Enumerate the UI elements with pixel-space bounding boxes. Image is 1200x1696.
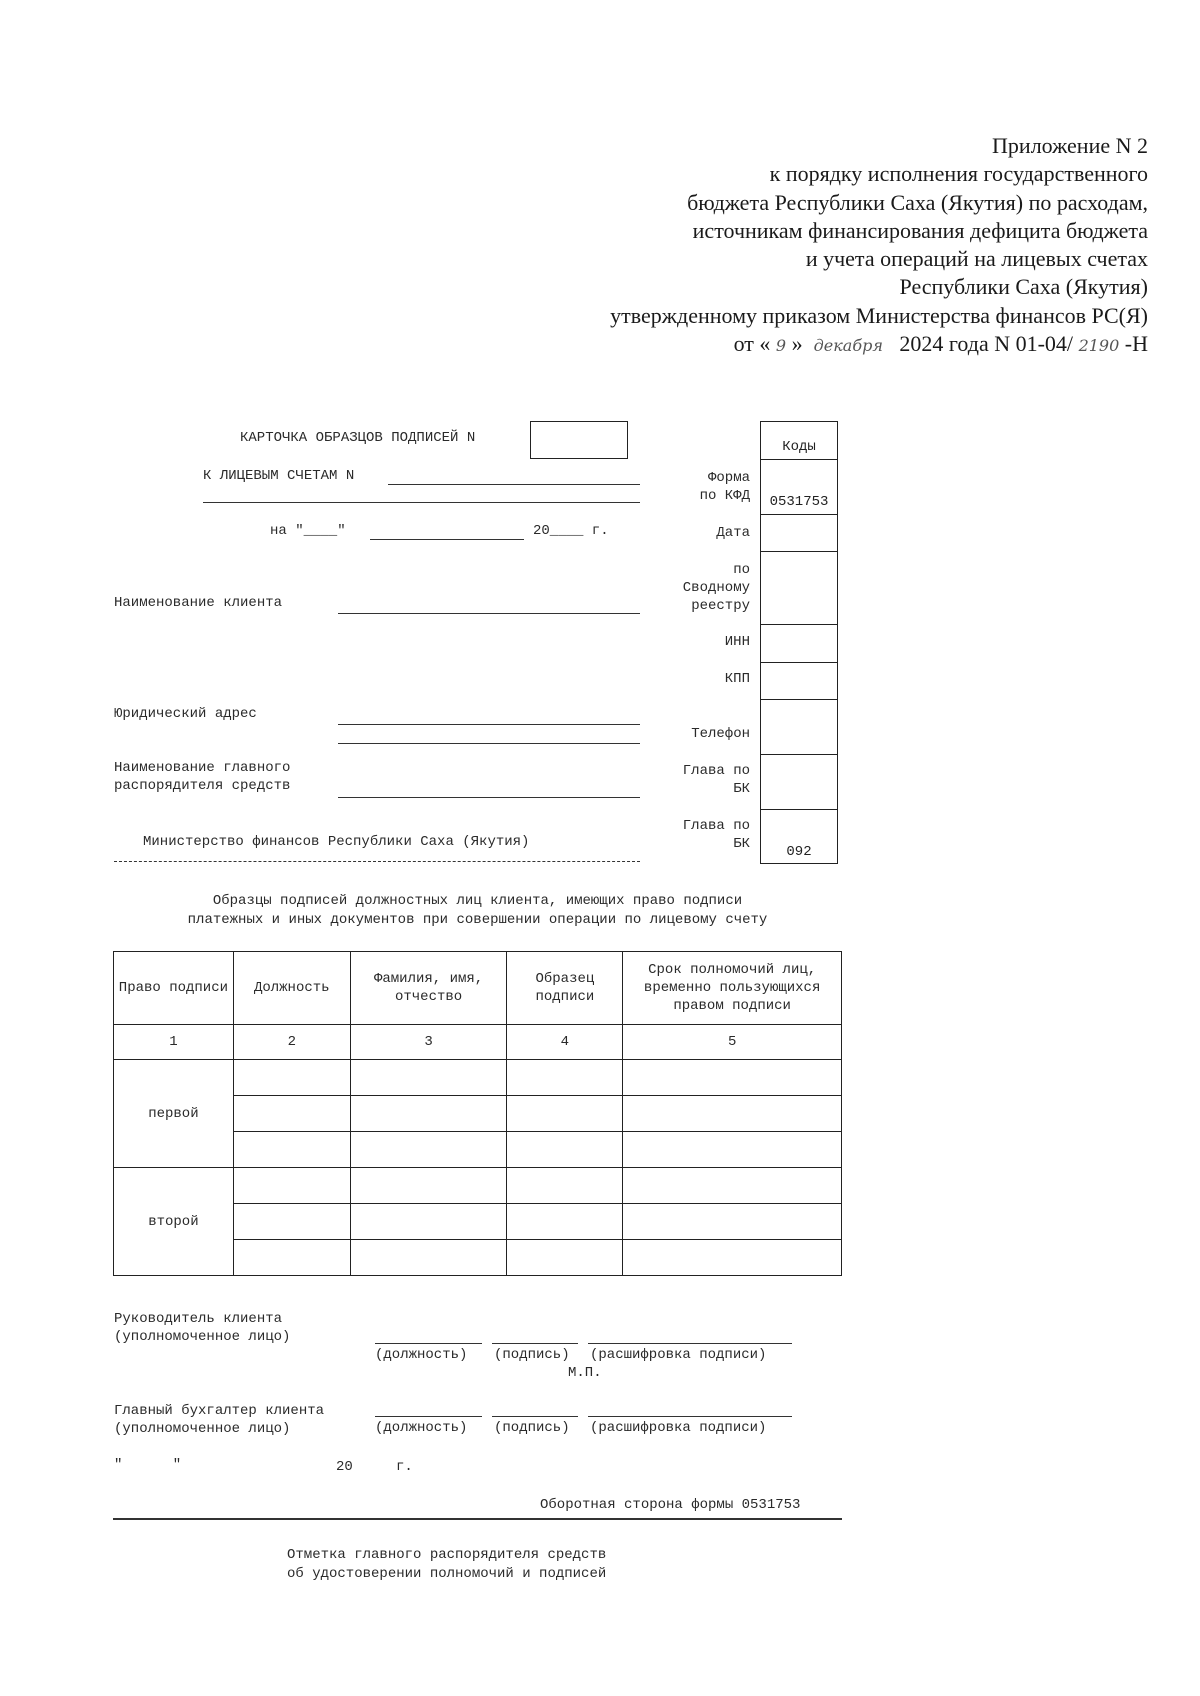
table-cell[interactable] <box>233 1060 350 1096</box>
sign-date-g: г. <box>396 1459 413 1475</box>
accountant-label <box>114 1402 324 1438</box>
samples-intro-line: Образцы подписей должностных лиц клиента, имеющих право подписи <box>212 893 743 909</box>
col-number: 4 <box>507 1025 623 1060</box>
header-line: бюджета Республики Саха (Якутия) по расходам, <box>687 189 1148 215</box>
table-cell[interactable] <box>233 1240 350 1276</box>
table-number-row <box>114 1025 842 1060</box>
col-header: Право подписи <box>114 952 234 1025</box>
ministry-name: Министерство финансов Республики Саха (Якутия) <box>143 834 530 850</box>
table-cell[interactable] <box>350 1240 507 1276</box>
reverse-title: Оборотная сторона формы 0531753 <box>540 1497 801 1513</box>
reverse-divider <box>113 1518 842 1520</box>
legal-address-line-1[interactable] <box>338 724 640 725</box>
chapter2-label-line: Глава по <box>682 818 750 834</box>
stamp-label: М.П. <box>568 1365 602 1381</box>
col-number: 2 <box>233 1025 350 1060</box>
accountant-signature-line[interactable] <box>492 1416 578 1417</box>
header-line: Республики Саха (Якутия) <box>899 274 1148 300</box>
head-label-line: (уполномоченное лицо) <box>114 1329 291 1345</box>
head-signature-line[interactable] <box>492 1343 578 1344</box>
registry-label-line: реестру <box>691 598 750 614</box>
reverse-mark-line: Отметка главного распорядителя средств <box>287 1547 607 1563</box>
order-month-handwritten: декабря <box>813 336 883 356</box>
col-header: Должность <box>233 952 350 1025</box>
chapter2-label-line: БК <box>733 836 750 852</box>
table-cell[interactable] <box>350 1060 507 1096</box>
table-cell[interactable] <box>350 1096 507 1132</box>
legal-address-line-2[interactable] <box>338 743 640 744</box>
table-cell[interactable] <box>233 1168 350 1204</box>
codes-column <box>760 421 838 864</box>
appendix-header <box>610 132 1148 360</box>
table-cell[interactable] <box>350 1204 507 1240</box>
table-cell[interactable] <box>233 1096 350 1132</box>
registry-label-line: по <box>733 562 750 578</box>
card-title: КАРТОЧКА ОБРАЗЦОВ ПОДПИСЕЙ N <box>240 430 476 446</box>
col-header: Образец подписи <box>507 952 623 1025</box>
head-signature-caption: (подпись) <box>494 1347 570 1363</box>
code-chapter1-cell[interactable] <box>761 755 837 810</box>
order-suffix: -Н <box>1124 331 1148 357</box>
kpp-label: КПП <box>724 671 750 687</box>
table-row <box>114 1168 842 1204</box>
accounts-label: К ЛИЦЕВЫМ СЧЕТАМ N <box>203 468 355 484</box>
accounts-number-line[interactable] <box>388 484 640 485</box>
chapter1-label-line: БК <box>733 781 750 797</box>
table-cell[interactable] <box>507 1132 623 1168</box>
sign-date-quotes: " " <box>114 1457 182 1473</box>
col-number: 3 <box>350 1025 507 1060</box>
accountant-decoding-caption: (расшифровка подписи) <box>590 1420 767 1436</box>
table-cell[interactable] <box>507 1096 623 1132</box>
reverse-mark <box>287 1546 606 1584</box>
reverse-mark-line: об удостоверении полномочий и подписей <box>287 1566 607 1582</box>
date-code-label: Дата <box>716 525 750 541</box>
head-position-caption: (должность) <box>375 1347 468 1363</box>
phone-label: Телефон <box>691 726 750 742</box>
col-header: Срок полномочий лиц, временно пользующихся правом подписи <box>623 952 842 1025</box>
header-line: источникам финансирования дефицита бюджета <box>692 217 1148 243</box>
table-cell[interactable] <box>507 1060 623 1096</box>
header-line: к порядку исполнения государственного <box>769 161 1148 187</box>
accountant-label-line: Главный бухгалтер клиента <box>114 1403 325 1419</box>
order-line <box>610 330 1148 360</box>
header-line: Приложение N 2 <box>992 133 1148 158</box>
table-cell[interactable] <box>233 1204 350 1240</box>
code-registry-cell[interactable] <box>761 552 837 625</box>
col-number: 5 <box>623 1025 842 1060</box>
order-number-handwritten: 2190 <box>1078 336 1120 356</box>
table-header-row <box>114 952 842 1025</box>
date-na-label: на "____" <box>270 523 346 539</box>
code-inn-cell[interactable] <box>761 625 837 663</box>
table-cell[interactable] <box>350 1132 507 1168</box>
client-name-line[interactable] <box>338 613 640 614</box>
chapter1-label-line: Глава по <box>682 763 750 779</box>
table-cell[interactable] <box>507 1168 623 1204</box>
forma-label-line: Форма <box>707 470 750 486</box>
header-line: и учета операций на лицевых счетах <box>805 246 1148 272</box>
order-year: 2024 года N 01-04/ <box>899 331 1074 357</box>
header-line: утвержденному приказом Министерства финансов РС(Я) <box>610 302 1148 328</box>
head-position-line[interactable] <box>375 1343 482 1344</box>
table-cell[interactable] <box>623 1204 842 1240</box>
registry-label <box>683 561 750 615</box>
col-number: 1 <box>114 1025 234 1060</box>
date-year-label: 20____ г. <box>533 523 609 539</box>
head-label-line: Руководитель клиента <box>114 1311 283 1327</box>
table-cell[interactable] <box>623 1240 842 1276</box>
code-kpp-cell[interactable] <box>761 663 837 700</box>
date-month-line[interactable] <box>370 539 524 540</box>
table-row <box>114 1060 842 1096</box>
table-cell[interactable] <box>623 1060 842 1096</box>
table-cell[interactable] <box>507 1240 623 1276</box>
table-cell[interactable] <box>623 1096 842 1132</box>
table-cell[interactable] <box>350 1168 507 1204</box>
order-day-handwritten: 9 <box>775 336 787 356</box>
order-prefix: от « <box>733 331 771 357</box>
head-decoding-caption: (расшифровка подписи) <box>590 1347 767 1363</box>
client-name-label: Наименование клиента <box>114 595 283 611</box>
code-date-cell[interactable] <box>761 515 837 552</box>
accountant-label-line: (уполномоченное лицо) <box>114 1421 291 1437</box>
inn-label: ИНН <box>724 634 750 650</box>
table-cell[interactable] <box>623 1168 842 1204</box>
main-manager-label-1: Наименование главного <box>114 760 291 776</box>
group-second: второй <box>114 1168 234 1276</box>
head-decoding-line[interactable] <box>588 1343 792 1344</box>
order-mid: » <box>791 331 803 357</box>
main-manager-line[interactable] <box>338 797 640 798</box>
samples-intro-line: платежных и иных документов при совершении операции по лицевому счету <box>187 912 768 928</box>
accountant-position-line[interactable] <box>375 1416 482 1417</box>
table-cell[interactable] <box>623 1132 842 1168</box>
chapter2-label <box>683 817 750 853</box>
table-cell[interactable] <box>233 1132 350 1168</box>
head-label <box>114 1310 290 1346</box>
forma-label <box>700 469 750 505</box>
accountant-position-caption: (должность) <box>375 1420 468 1436</box>
signatures-table <box>113 951 842 1276</box>
code-forma-value: 0531753 <box>761 460 837 515</box>
sign-date-year: 20 <box>336 1459 353 1475</box>
codes-header: Коды <box>761 422 837 460</box>
table-cell[interactable] <box>507 1204 623 1240</box>
col-header: Фамилия, имя, отчество <box>350 952 507 1025</box>
card-number-box[interactable] <box>530 421 628 459</box>
legal-address-label: Юридический адрес <box>114 706 257 722</box>
code-chapter2-value: 092 <box>786 844 812 860</box>
registry-label-line: Сводному <box>682 580 750 596</box>
forma-label-line: по КФД <box>699 488 750 504</box>
ministry-underline <box>114 861 640 862</box>
chapter1-label <box>683 762 750 798</box>
group-first: первой <box>114 1060 234 1168</box>
accountant-signature-caption: (подпись) <box>494 1420 570 1436</box>
samples-intro <box>113 892 842 930</box>
accountant-decoding-line[interactable] <box>588 1416 792 1417</box>
main-manager-label-2: распорядителя средств <box>114 778 291 794</box>
accounts-second-line[interactable] <box>203 502 640 503</box>
code-phone-cell[interactable] <box>761 700 837 755</box>
